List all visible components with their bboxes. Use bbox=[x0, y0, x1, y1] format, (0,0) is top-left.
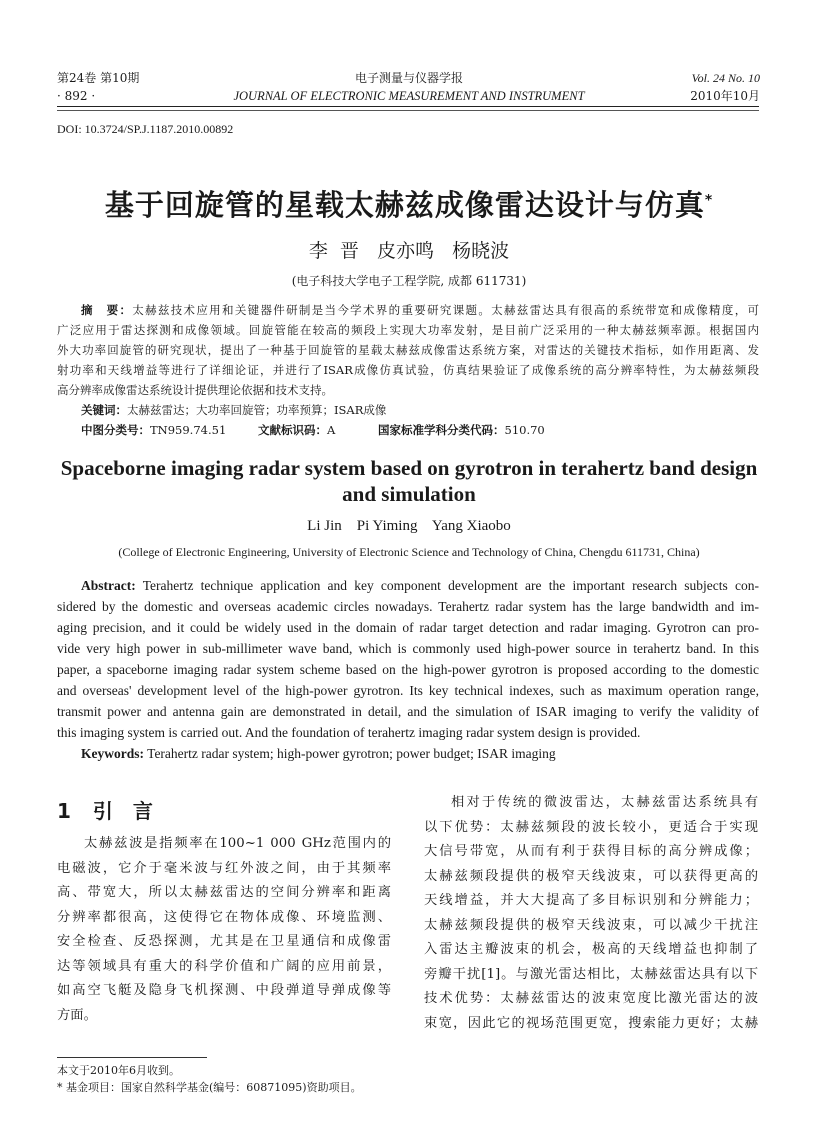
body-line: 达等领域具有重大的科学价值和广阔的应用前景， bbox=[57, 958, 391, 974]
abstract-cn-line: 广泛应用于雷达探测和成像领域。回旋管能在较高的频段上实现大功率发射，是目前广泛采用的一种太赫兹频率源。根据国内 bbox=[57, 323, 759, 337]
body-line: 入雷达主瓣波束的机会，极高的天线增益也抑制了 bbox=[424, 942, 758, 957]
footnote-received: 本文于2010年6月收到。 bbox=[57, 1064, 180, 1077]
body-line: 方面。 bbox=[57, 1007, 97, 1023]
section-number: 1 bbox=[57, 799, 71, 823]
abstract-en-line: this imaging system is carried out. And the foundation of terahertz imaging radar system design is provided. bbox=[57, 725, 641, 740]
keywords-cn bbox=[57, 400, 759, 420]
body-line: 高、带宽大，所以太赫兹雷达的空间分辨率和距离 bbox=[57, 885, 391, 900]
affiliation-cn: (电子科技大学电子工程学院, 成都 611731) bbox=[291, 274, 527, 288]
footnote-funding: * 基金项目：国家自然科学基金(编号：60871095)资助项目。 bbox=[57, 1081, 362, 1094]
abstract-en-label: Abstract: bbox=[81, 578, 136, 593]
abstract-cn bbox=[57, 300, 759, 420]
body-line: 相对于传统的微波雷达，太赫兹雷达系统具有 bbox=[451, 795, 758, 810]
right-column bbox=[424, 791, 758, 1036]
body-line: 大信号带宽，从而有利于获得目标的高分辨成像； bbox=[424, 844, 758, 859]
body-line: 天线增益，并大大提高了多目标识别和分辨能力； bbox=[424, 893, 758, 908]
keywords-en-label: Keywords: bbox=[81, 746, 144, 761]
header-rule bbox=[57, 106, 759, 107]
body-line: 太赫兹频段提供的极窄天线波束，可以减少干扰注 bbox=[424, 917, 758, 933]
abstract-cn-line: 射功率和天线增益等进行了详细论证，并进行了ISAR成像仿真试验，仿真结果验证了成像系统的高分辨率特性，为太赫兹频段 bbox=[57, 363, 759, 377]
paper-title-en-line: and simulation bbox=[342, 482, 476, 506]
abstract-en-line: sidered by the domestic and overseas academic circles nowadays. Terahertz radar system has the large bandwidth and im- bbox=[57, 599, 759, 614]
header-date: 2010年10月 bbox=[690, 89, 760, 103]
classification-clc: 中图分类号：TN959.74.51 bbox=[81, 423, 227, 437]
funding-mark: * bbox=[704, 192, 714, 209]
body-line: 分辨率都很高，这使得它在物体成像、环境监测、 bbox=[57, 909, 391, 925]
header-volume-issue-en: Vol. 24 No. 10 bbox=[691, 71, 760, 85]
body-line: 安全检查、反恐探测，尤其是在卫星通信和成像雷 bbox=[57, 934, 391, 949]
abstract-en bbox=[57, 575, 759, 764]
footnotes bbox=[57, 1062, 362, 1096]
abstract-cn-line: 摘 要：太赫兹技术应用和关键器件研制是当今学术界的重要研究课题。太赫兹雷达具有很高的系统带宽和成像精度，可 bbox=[81, 303, 760, 317]
header-journal-en: JOURNAL OF ELECTRONIC MEASUREMENT AND INSTRUMENT bbox=[233, 89, 585, 103]
abstract-en-line: vide very high power in sub-millimeter wave band, which is commonly used high-power source in terahertz band. In this bbox=[57, 641, 759, 656]
header-page-number: · 892 · bbox=[57, 89, 96, 103]
header-journal-cn: 电子测量与仪器学报 bbox=[354, 71, 463, 85]
keywords-en bbox=[57, 743, 759, 764]
paper-title-cn bbox=[0, 183, 818, 224]
body-line: 以下优势：太赫兹频段的波长较小，更适合于实现 bbox=[424, 819, 758, 835]
keywords-cn-label: 关键词： bbox=[81, 403, 127, 417]
abstract-en-line: paper, a spaceborne imaging radar system scheme based on the high-power gyrotron is proposed according to the domestic bbox=[57, 662, 759, 677]
paper-title-cn-text: 基于回旋管的星载太赫兹成像雷达设计与仿真 bbox=[104, 188, 705, 222]
abstract-en-line: aging precision, and it could be widely used in the domain of radar target detection and radar imaging. Gyrotron can pro- bbox=[57, 620, 759, 635]
abstract-en-line: and overseas' development level of the high-power gyrotron. Its key technical indexes, such as maximum operation range, bbox=[57, 683, 759, 698]
authors-en: Li Jin Pi Yiming Yang Xiaobo bbox=[307, 518, 511, 534]
body-line: 技术优势：太赫兹雷达的波束宽度比激光雷达的波 bbox=[424, 991, 758, 1006]
classification-std: 国家标准学科分类代码：510.70 bbox=[378, 423, 545, 437]
doi: DOI: 10.3724/SP.J.1187.2010.00892 bbox=[57, 122, 234, 136]
paper-title-en bbox=[0, 455, 818, 507]
body-line: 束宽，因此它的视场范围更宽，搜索能力更好；太赫 bbox=[424, 1015, 758, 1031]
abstract-cn-line: 高分辨率成像雷达系统设计提供理论依据和技术支持。 bbox=[57, 383, 333, 397]
abstract-en-line: transmit power and antenna gain are demonstrated in detail, and the simulation of ISAR imaging to verify the validity of bbox=[57, 704, 759, 719]
body-line: 电磁波，它介于毫米波与红外波之间，由于其频率 bbox=[57, 860, 391, 876]
body-line: 太赫兹频段提供的极窄天线波束，可以获得更高的 bbox=[424, 868, 758, 884]
body-line: 旁瓣干扰[1]。与激光雷达相比，太赫兹雷达具有以下 bbox=[424, 966, 758, 982]
header-rule-thin bbox=[57, 110, 759, 111]
abstract-cn-line: 外大功率回旋管的研究现状，提出了一种基于回旋管的星载太赫兹成像雷达系统方案，对雷达的关键技术指标，如作用距离、发 bbox=[57, 343, 759, 357]
body-line: 太赫兹波是指频率在100~1 000 GHz范围内的 bbox=[84, 836, 391, 851]
keywords-en-text: Terahertz radar system; high-power gyrotron; power budget; ISAR imaging bbox=[147, 746, 556, 761]
classification-doc: 文献标识码：A bbox=[258, 423, 336, 437]
abstract-cn-label: 摘 要： bbox=[81, 303, 133, 317]
left-column bbox=[57, 832, 391, 1028]
paper-title-en-line: Spaceborne imaging radar system based on gyrotron in terahertz band design bbox=[60, 456, 758, 480]
body-line: 如高空飞艇及隐身飞机探测、中段弹道导弹成像等 bbox=[57, 983, 391, 998]
header-volume-issue: 第24卷 第10期 bbox=[57, 71, 140, 85]
section-title: 引 言 bbox=[92, 799, 153, 823]
abstract-en-line: Abstract: Terahertz technique application and key component development are the important research subjects con- bbox=[81, 578, 759, 593]
authors-cn: 李 晋 皮亦鸣 杨晓波 bbox=[308, 240, 510, 262]
section-heading bbox=[57, 795, 153, 824]
affiliation-en: (College of Electronic Engineering, University of Electronic Science and Technology of China, Chengdu 611731, China) bbox=[118, 545, 700, 559]
keywords-cn-text: 太赫兹雷达；大功率回旋管；功率预算；ISAR成像 bbox=[127, 403, 387, 417]
footnote-rule bbox=[57, 1057, 207, 1058]
